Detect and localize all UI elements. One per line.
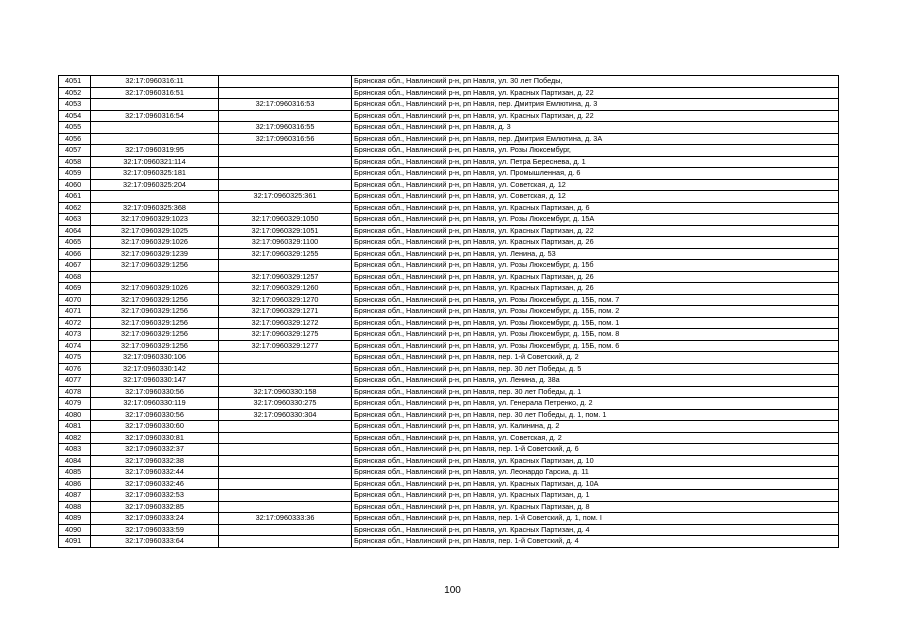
building-number: 32:17:0960330:275 [219, 398, 352, 410]
land-parcel-number: 32:17:0960332:38 [91, 455, 219, 467]
building-number: 32:17:0960330:158 [219, 386, 352, 398]
address: Брянская обл., Навлинский р-н, рп Навля, ул. Петра Береснева, д. 1 [352, 156, 839, 168]
table-row [59, 444, 839, 456]
land-parcel-number: 32:17:0960329:1256 [91, 294, 219, 306]
row-number: 4080 [59, 409, 91, 421]
address: Брянская обл., Навлинский р-н, рп Навля, ул. Розы Люксембург, д. 15Б, пом. 7 [352, 294, 839, 306]
row-number: 4078 [59, 386, 91, 398]
land-parcel-number: 32:17:0960329:1239 [91, 248, 219, 260]
land-parcel-number: 32:17:0960330:60 [91, 421, 219, 433]
building-number [219, 501, 352, 513]
row-number: 4063 [59, 214, 91, 226]
table-row [59, 501, 839, 513]
address: Брянская обл., Навлинский р-н, рп Навля, пер. 30 лет Победы, д. 1 [352, 386, 839, 398]
row-number: 4052 [59, 87, 91, 99]
building-number [219, 352, 352, 364]
address: Брянская обл., Навлинский р-н, рп Навля, ул. Розы Люксембург, [352, 145, 839, 157]
building-number: 32:17:0960329:1255 [219, 248, 352, 260]
building-number: 32:17:0960329:1257 [219, 271, 352, 283]
address: Брянская обл., Навлинский р-н, рп Навля, ул. Советская, д. 2 [352, 432, 839, 444]
land-parcel-number: 32:17:0960329:1256 [91, 260, 219, 272]
row-number: 4067 [59, 260, 91, 272]
table-row [59, 225, 839, 237]
table-row [59, 145, 839, 157]
address: Брянская обл., Навлинский р-н, рп Навля, ул. Советская, д. 12 [352, 179, 839, 191]
row-number: 4059 [59, 168, 91, 180]
table-row [59, 156, 839, 168]
building-number [219, 202, 352, 214]
building-number: 32:17:0960329:1050 [219, 214, 352, 226]
row-number: 4061 [59, 191, 91, 203]
row-number: 4084 [59, 455, 91, 467]
table-row [59, 432, 839, 444]
row-number: 4076 [59, 363, 91, 375]
table-row [59, 524, 839, 536]
table-row [59, 513, 839, 525]
building-number [219, 363, 352, 375]
building-number [219, 179, 352, 191]
table-row [59, 76, 839, 88]
address: Брянская обл., Навлинский р-н, рп Навля, ул. Розы Люксембург, д. 15А [352, 214, 839, 226]
row-number: 4058 [59, 156, 91, 168]
land-parcel-number: 32:17:0960330:142 [91, 363, 219, 375]
table-row [59, 409, 839, 421]
table-row [59, 363, 839, 375]
land-parcel-number: 32:17:0960325:204 [91, 179, 219, 191]
row-number: 4064 [59, 225, 91, 237]
address: Брянская обл., Навлинский р-н, рп Навля, пер. 1-й Советский, д. 6 [352, 444, 839, 456]
building-number [219, 455, 352, 467]
building-number: 32:17:0960329:1051 [219, 225, 352, 237]
land-parcel-number: 32:17:0960332:53 [91, 490, 219, 502]
table-row [59, 467, 839, 479]
building-number [219, 490, 352, 502]
building-number: 32:17:0960329:1272 [219, 317, 352, 329]
land-parcel-number: 32:17:0960332:46 [91, 478, 219, 490]
table-row [59, 478, 839, 490]
table-row [59, 386, 839, 398]
address: Брянская обл., Навлинский р-н, рп Навля, ул. Красных Партизан, д. 22 [352, 110, 839, 122]
table-row [59, 260, 839, 272]
row-number: 4062 [59, 202, 91, 214]
table-row [59, 122, 839, 134]
land-parcel-number: 32:17:0960329:1256 [91, 329, 219, 341]
land-parcel-number: 32:17:0960329:1256 [91, 317, 219, 329]
land-parcel-number: 32:17:0960330:81 [91, 432, 219, 444]
address: Брянская обл., Навлинский р-н, рп Навля, ул. Розы Люксембург, д. 15Б, пом. 1 [352, 317, 839, 329]
table-row [59, 283, 839, 295]
address: Брянская обл., Навлинский р-н, рп Навля, пер. 1-й Советский, д. 1, пом. I [352, 513, 839, 525]
land-parcel-number: 32:17:0960325:181 [91, 168, 219, 180]
address: Брянская обл., Навлинский р-н, рп Навля, ул. Красных Партизан, д. 26 [352, 237, 839, 249]
row-number: 4083 [59, 444, 91, 456]
row-number: 4087 [59, 490, 91, 502]
row-number: 4056 [59, 133, 91, 145]
table-body [59, 76, 839, 548]
address: Брянская обл., Навлинский р-н, рп Навля, ул. Розы Люксембург, д. 15б [352, 260, 839, 272]
page-number: 100 [444, 585, 461, 596]
table-row [59, 168, 839, 180]
row-number: 4077 [59, 375, 91, 387]
address: Брянская обл., Навлинский р-н, рп Навля, ул. Красных Партизан, д. 10 [352, 455, 839, 467]
row-number: 4066 [59, 248, 91, 260]
land-parcel-number: 32:17:0960329:1026 [91, 237, 219, 249]
building-number: 32:17:0960329:1270 [219, 294, 352, 306]
address: Брянская обл., Навлинский р-н, рп Навля, ул. Красных Партизан, д. 10А [352, 478, 839, 490]
land-parcel-number: 32:17:0960329:1256 [91, 306, 219, 318]
building-number: 32:17:0960329:1277 [219, 340, 352, 352]
row-number: 4071 [59, 306, 91, 318]
building-number [219, 145, 352, 157]
table-row [59, 87, 839, 99]
row-number: 4051 [59, 76, 91, 88]
building-number: 32:17:0960316:53 [219, 99, 352, 111]
table-row [59, 536, 839, 548]
building-number: 32:17:0960316:55 [219, 122, 352, 134]
address: Брянская обл., Навлинский р-н, рп Навля, ул. Ленина, д. 53 [352, 248, 839, 260]
land-parcel-number: 32:17:0960330:56 [91, 409, 219, 421]
row-number: 4055 [59, 122, 91, 134]
address: Брянская обл., Навлинский р-н, рп Навля, д. 3 [352, 122, 839, 134]
land-parcel-number [91, 133, 219, 145]
building-number: 32:17:0960329:1260 [219, 283, 352, 295]
land-parcel-number: 32:17:0960316:51 [91, 87, 219, 99]
building-number: 32:17:0960329:1271 [219, 306, 352, 318]
building-number [219, 536, 352, 548]
row-number: 4082 [59, 432, 91, 444]
building-number: 32:17:0960330:304 [219, 409, 352, 421]
row-number: 4060 [59, 179, 91, 191]
land-parcel-number: 32:17:0960325:368 [91, 202, 219, 214]
address: Брянская обл., Навлинский р-н, рп Навля, ул. Красных Партизан, д. 1 [352, 490, 839, 502]
address: Брянская обл., Навлинский р-н, рп Навля, ул. Красных Партизан, д. 6 [352, 202, 839, 214]
building-number [219, 467, 352, 479]
land-parcel-number: 32:17:0960330:119 [91, 398, 219, 410]
table-row [59, 214, 839, 226]
building-number [219, 524, 352, 536]
land-parcel-number [91, 99, 219, 111]
address: Брянская обл., Навлинский р-н, рп Навля, пер. 30 лет Победы, д. 5 [352, 363, 839, 375]
building-number: 32:17:0960329:1275 [219, 329, 352, 341]
building-number: 32:17:0960329:1100 [219, 237, 352, 249]
land-parcel-number: 32:17:0960329:1025 [91, 225, 219, 237]
land-parcel-number: 32:17:0960332:37 [91, 444, 219, 456]
building-number [219, 168, 352, 180]
land-parcel-number [91, 271, 219, 283]
row-number: 4054 [59, 110, 91, 122]
table-row [59, 248, 839, 260]
building-number: 32:17:0960333:36 [219, 513, 352, 525]
row-number: 4073 [59, 329, 91, 341]
address: Брянская обл., Навлинский р-н, рп Навля, пер. Дмитрия Емлютина, д. 3 [352, 99, 839, 111]
address: Брянская обл., Навлинский р-н, рп Навля, ул. Красных Партизан, д. 22 [352, 225, 839, 237]
row-number: 4070 [59, 294, 91, 306]
building-number [219, 156, 352, 168]
table-row [59, 490, 839, 502]
building-number [219, 478, 352, 490]
row-number: 4065 [59, 237, 91, 249]
table-row [59, 306, 839, 318]
address: Брянская обл., Навлинский р-н, рп Навля, пер. 1-й Советский, д. 2 [352, 352, 839, 364]
cadastral-table [58, 75, 839, 548]
building-number [219, 260, 352, 272]
row-number: 4057 [59, 145, 91, 157]
table-row [59, 294, 839, 306]
row-number: 4079 [59, 398, 91, 410]
table-row [59, 237, 839, 249]
land-parcel-number: 32:17:0960332:85 [91, 501, 219, 513]
row-number: 4069 [59, 283, 91, 295]
table-row [59, 110, 839, 122]
address: Брянская обл., Навлинский р-н, рп Навля, ул. Калинина, д. 2 [352, 421, 839, 433]
building-number: 32:17:0960325:361 [219, 191, 352, 203]
address: Брянская обл., Навлинский р-н, рп Навля, ул. Красных Партизан, д. 26 [352, 283, 839, 295]
land-parcel-number: 32:17:0960330:147 [91, 375, 219, 387]
row-number: 4068 [59, 271, 91, 283]
table-row [59, 375, 839, 387]
building-number [219, 432, 352, 444]
land-parcel-number [91, 191, 219, 203]
row-number: 4074 [59, 340, 91, 352]
land-parcel-number [91, 122, 219, 134]
building-number [219, 375, 352, 387]
table-row [59, 271, 839, 283]
land-parcel-number: 32:17:0960316:54 [91, 110, 219, 122]
land-parcel-number: 32:17:0960319:95 [91, 145, 219, 157]
table-row [59, 421, 839, 433]
address: Брянская обл., Навлинский р-н, рп Навля, ул. Леонардо Гарсиа, д. 11 [352, 467, 839, 479]
row-number: 4086 [59, 478, 91, 490]
building-number [219, 76, 352, 88]
row-number: 4088 [59, 501, 91, 513]
address: Брянская обл., Навлинский р-н, рп Навля, ул. Розы Люксембург, д. 15Б, пом. 6 [352, 340, 839, 352]
land-parcel-number: 32:17:0960321:114 [91, 156, 219, 168]
address: Брянская обл., Навлинский р-н, рп Навля, ул. Красных Партизан, д. 22 [352, 87, 839, 99]
land-parcel-number: 32:17:0960332:44 [91, 467, 219, 479]
row-number: 4053 [59, 99, 91, 111]
address: Брянская обл., Навлинский р-н, рп Навля, ул. Ленина, д. 38а [352, 375, 839, 387]
land-parcel-number: 32:17:0960333:24 [91, 513, 219, 525]
land-parcel-number: 32:17:0960316:11 [91, 76, 219, 88]
table-row [59, 317, 839, 329]
building-number [219, 87, 352, 99]
land-parcel-number: 32:17:0960330:56 [91, 386, 219, 398]
table-row [59, 133, 839, 145]
building-number [219, 421, 352, 433]
table-row [59, 352, 839, 364]
land-parcel-number: 32:17:0960329:1256 [91, 340, 219, 352]
row-number: 4091 [59, 536, 91, 548]
row-number: 4085 [59, 467, 91, 479]
row-number: 4089 [59, 513, 91, 525]
table-row [59, 455, 839, 467]
table-row [59, 179, 839, 191]
table-row [59, 202, 839, 214]
table-row [59, 329, 839, 341]
land-parcel-number: 32:17:0960329:1023 [91, 214, 219, 226]
address: Брянская обл., Навлинский р-н, рп Навля, пер. Дмитрия Емлютина, д. 3А [352, 133, 839, 145]
address: Брянская обл., Навлинский р-н, рп Навля, ул. Советская, д. 12 [352, 191, 839, 203]
address: Брянская обл., Навлинский р-н, рп Навля, пер. 1-й Советский, д. 4 [352, 536, 839, 548]
row-number: 4090 [59, 524, 91, 536]
address: Брянская обл., Навлинский р-н, рп Навля, ул. Розы Люксембург, д. 15Б, пом. 8 [352, 329, 839, 341]
address: Брянская обл., Навлинский р-н, рп Навля, пер. 30 лет Победы, д. 1, пом. 1 [352, 409, 839, 421]
building-number: 32:17:0960316:56 [219, 133, 352, 145]
table-row [59, 191, 839, 203]
address: Брянская обл., Навлинский р-н, рп Навля, ул. 30 лет Победы, [352, 76, 839, 88]
address: Брянская обл., Навлинский р-н, рп Навля, ул. Красных Партизан, д. 26 [352, 271, 839, 283]
building-number [219, 444, 352, 456]
address: Брянская обл., Навлинский р-н, рп Навля, ул. Промышленная, д. 6 [352, 168, 839, 180]
address: Брянская обл., Навлинский р-н, рп Навля, ул. Генерала Петренко, д. 2 [352, 398, 839, 410]
address: Брянская обл., Навлинский р-н, рп Навля, ул. Розы Люксембург, д. 15Б, пом. 2 [352, 306, 839, 318]
address: Брянская обл., Навлинский р-н, рп Навля, ул. Красных Партизан, д. 4 [352, 524, 839, 536]
address: Брянская обл., Навлинский р-н, рп Навля, ул. Красных Партизан, д. 8 [352, 501, 839, 513]
table-row [59, 340, 839, 352]
land-parcel-number: 32:17:0960330:106 [91, 352, 219, 364]
row-number: 4081 [59, 421, 91, 433]
table-row [59, 398, 839, 410]
building-number [219, 110, 352, 122]
land-parcel-number: 32:17:0960333:59 [91, 524, 219, 536]
table-row [59, 99, 839, 111]
land-parcel-number: 32:17:0960329:1026 [91, 283, 219, 295]
land-parcel-number: 32:17:0960333:64 [91, 536, 219, 548]
row-number: 4072 [59, 317, 91, 329]
row-number: 4075 [59, 352, 91, 364]
